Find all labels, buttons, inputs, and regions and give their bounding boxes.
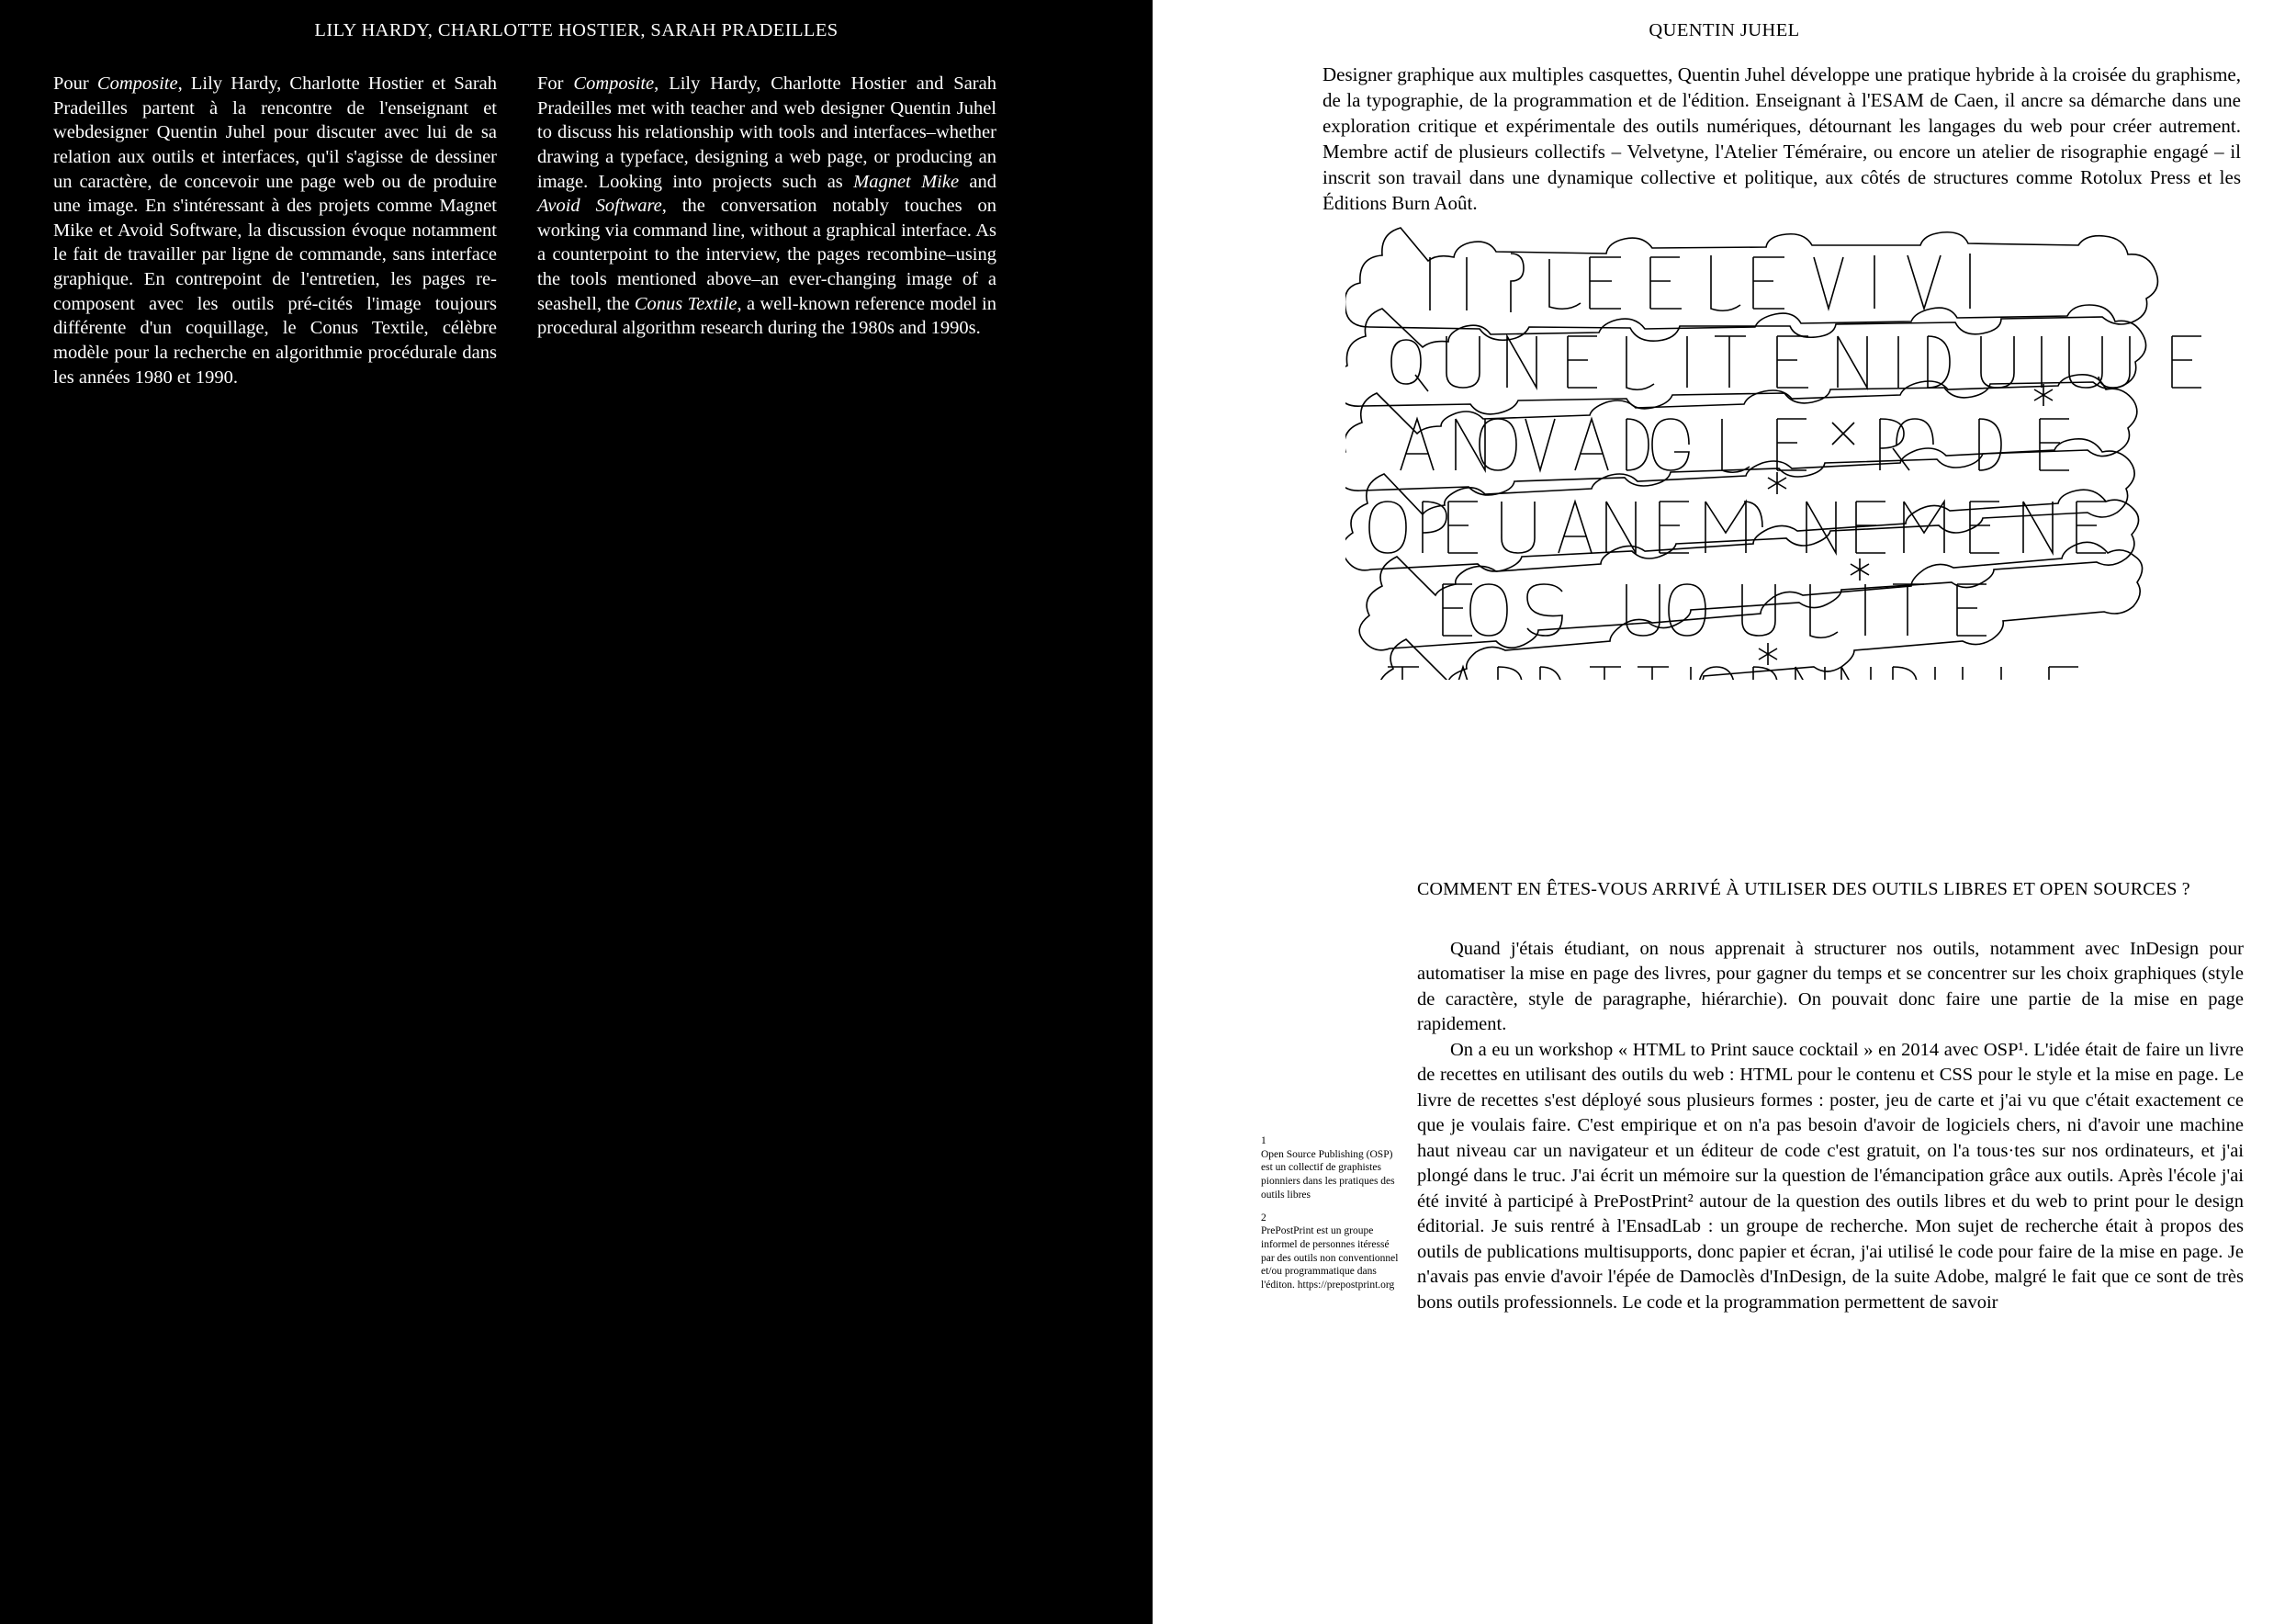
abstract-english: For Composite, Lily Hardy, Charlotte Hostier and Sarah Pradeilles met with teacher and web designer Quentin Juhel to discuss his relationship with tools and interfaces–whether drawing a typeface, designing a web page, or producing an image. Looking into projects such as Magnet Mike and Avoid Software, the conversation notably touches on working via command line, without a graphical interface. As a counterpoint to the interview, the pages recombine–using the tools mentioned above–an ever-changing image of a seashell, the Conus Textile, a well-known reference model in procedural algorithm research during the 1980s and 1990s.: [537, 73, 996, 339]
footnote-text: Open Source Publishing (OSP) est un collectif de graphistes pionniers dans les pratiques des outils libres: [1261, 1148, 1395, 1201]
left-running-head: LILY HARDY, CHARLOTTE HOSTIER, SARAH PRADEILLES: [314, 20, 838, 40]
paragraph: Quand j'étais étudiant, on nous apprenait à structurer nos outils, notamment avec InDesign pour automatiser la mise en page des livres, pour gagner du temps et se concentrer sur les choix graphiques (style de caractère, style de paragraphe, hiérarchie). On pouvait donc faire une partie de la mise en page rapidement.: [1417, 939, 2244, 1035]
footnotes: [1261, 1134, 1399, 1302]
footnote-number: 1: [1261, 1135, 1266, 1146]
paragraph: On a eu un workshop « HTML to Print sauce cocktail » en 2014 avec OSP¹. L'idée était de faire un livre de recettes en utilisant des outils du web : HTML pour le contenu et CSS pour le style et la mise en page. Le livre de recettes s'est déployé sous plusieurs formes : poster, jeu de carte et j'ai vu que c'était exactement ce que je voulais faire. C'est empirique et on n'a pas besoin d'avoir de logiciels chers, ni d'avoir une machine haut niveau car un navigateur et un éditeur de code c'est gratuit, on l'a tous·tes sur nos ordinateurs, et j'ai plongé dans le truc. J'ai écrit un mémoire sur la question de l'émancipation grâce aux outils. Après l'école j'ai été invité à participé à PrePostPrint² autour de la question des outils libres et du web to print pour le design éditorial. Je suis rentré à l'EnsadLab : un groupe de recherche. Mon sujet de recherche était à propos des outils de publications multisupports, donc papier et écran, j'ai utilisé le code pour faire de la mise en page. Je n'avais pas envie d'avoir l'épée de Damoclès d'InDesign, de la suite Adobe, malgré le fait que ce sont de très bons outils professionnels. Le code et la programmation permettent de savoir: [1417, 1039, 2244, 1313]
footnote-number: 2: [1261, 1212, 1266, 1224]
footnote: [1261, 1134, 1399, 1202]
right-running-head: QUENTIN JUHEL: [1649, 20, 1800, 40]
interview-question: COMMENT EN ÊTES-VOUS ARRIVÉ À UTILISER DES OUTILS LIBRES ET OPEN SOURCES ?: [1417, 879, 2190, 899]
right-page: [1153, 0, 2296, 1624]
footnote-text: PrePostPrint est un groupe informel de personnes itéressé par des outils non conventionnel et/ou programmatique dans l'éditon. https://prepostprint.org: [1261, 1225, 1399, 1291]
abstract-french: Pour Composite, Lily Hardy, Charlotte Hostier et Sarah Pradeilles partent à la rencontre de l'enseignant et webdesigner Quentin Juhel pour discuter avec lui de sa relation aux outils et interfaces, qu'il s'agisse de dessiner un caractère, de concevoir une page web ou de produire une image. En s'intéressant à des projets comme Magnet Mike et Avoid Software, la discussion évoque notamment le fait de travailler par ligne de commande, sans interface graphique. En contrepoint de l'entretien, les pages re-composent avec les outils pré-cités l'image toujours différente d'un coquillage, le Conus Textile, célèbre modèle pour la recherche en algorithmie procédurale dans les années 1980 et 1990.: [53, 73, 498, 388]
footnote: [1261, 1212, 1399, 1292]
interview-answer: [1417, 937, 2244, 1315]
bubble-lettering-illustration: [1345, 220, 2255, 680]
interviewee-bio: Designer graphique aux multiples casquettes, Quentin Juhel développe une pratique hybride à la croisée du graphisme, de la typographie, de la programmation et de l'édition. Enseignant à l'ESAM de Caen, il ancre sa démarche dans une exploration critique et expérimentale des outils numériques, détournant les langages du web pour créer autrement. Membre actif de plusieurs collectifs – Velvetyne, l'Atelier Téméraire, ou encore un atelier de risographie engagé – il inscrit son travail dans une dynamique collective et politique, aux côtés de structures comme Rotolux Press et les Éditions Burn Août.: [1322, 63, 2241, 214]
